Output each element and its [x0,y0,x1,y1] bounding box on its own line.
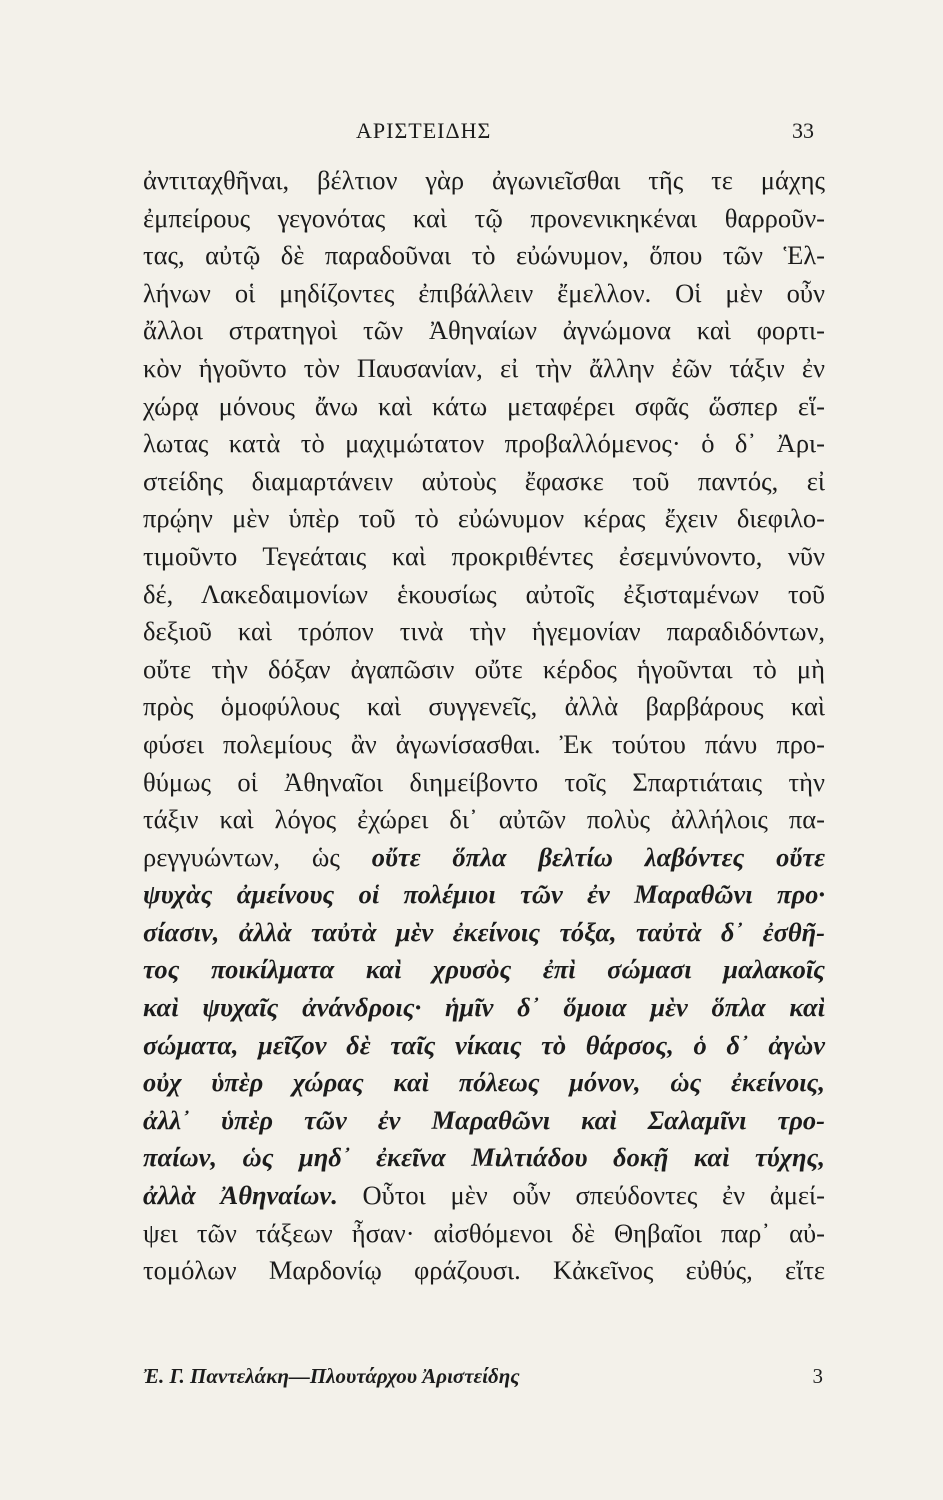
body-text [143,162,825,1290]
page-number: 33 [792,118,814,143]
running-head: ΑΡΙΣΤΕΙΔΗΣ [356,118,492,143]
page-footer [143,1364,825,1392]
text-segment: ρεγγυώντων, ὡς [143,841,372,872]
text-line: τιμοῦντο Τεγεάταις καὶ προκριθέντες ἐσεμνύνοντο, νῦν [143,540,825,571]
emphasis-line: ψυχὰς ἀμείνους οἱ πολέμιοι τῶν ἐν Μαραθῶνι προ· [143,879,825,910]
emphasis-segment: οὔτε ὅπλα βελτίω λαβόντες οὔτε [371,841,825,872]
emphasis-segment: ἀλλὰ Ἀθηναίων. [143,1180,338,1211]
text-line: πρῴην μὲν ὑπὲρ τοῦ τὸ εὐώνυμον κέρας ἔχειν διεφιλο- [143,503,825,534]
text-line: τάξιν καὶ λόγος ἐχώρει δι᾽ αὐτῶν πολὺς ἀλλήλοις πα- [143,804,825,835]
text-line: τομόλων Μαρδονίῳ φράζουσι. Κἀκεῖνος εὐθύς, εἴτε [143,1255,825,1286]
text-line: φύσει πολεμίους ἂν ἀγωνίσασθαι. Ἐκ τούτου πάνυ προ- [143,728,825,759]
text-line: δέ, Λακεδαιμονίων ἑκουσίως αὐτοῖς ἐξισταμένων τοῦ [143,578,825,609]
emphasis-line: οὐχ ὑπὲρ χώρας καὶ πόλεως μόνον, ὡς ἐκείνοις, [143,1067,825,1098]
text-line: θύμως οἱ Ἀθηναῖοι διημείβοντο τοῖς Σπαρτιάταις τὴν [143,766,825,797]
text-line: λωτας κατὰ τὸ μαχιμώτατον προβαλλόμενος· ὁ δ᾽ Ἀρι- [143,428,825,459]
text-line: χώρᾳ μόνους ἄνω καὶ κάτω μεταφέρει σφᾶς ὥσπερ εἵ- [143,390,825,421]
text-line: δεξιοῦ καὶ τρόπον τινὰ τὴν ἡγεμονίαν παραδιδόντων, [143,616,825,647]
emphasis-line: σίασιν, ἀλλὰ ταὐτὰ μὲν ἐκείνοις τόξα, ταὐτὰ δ᾽ ἐσθῆ- [143,916,825,947]
text-line: λήνων οἱ μηδίζοντες ἐπιβάλλειν ἔμελλον. Οἱ μὲν οὖν [143,277,825,308]
text-line-mixed [143,839,825,877]
text-line: κὸν ἡγοῦντο τὸν Παυσανίαν, εἰ τὴν ἄλλην ἐῶν τάξιν ἐν [143,352,825,383]
text-line: οὔτε τὴν δόξαν ἀγαπῶσιν οὔτε κέρδος ἡγοῦνται τὸ μὴ [143,653,825,684]
text-line: ἄλλοι στρατηγοὶ τῶν Ἀθηναίων ἀγνώμονα καὶ φορτι- [143,315,825,346]
text-line: στείδης διαμαρτάνειν αὐτοὺς ἔφασκε τοῦ παντός, εἰ [143,465,825,496]
text-line: πρὸς ὁμοφύλους καὶ συγγενεῖς, ἀλλὰ βαρβάρους καὶ [143,691,825,722]
emphasis-line: καὶ ψυχαῖς ἀνάνδροις· ἡμῖν δ᾽ ὅμοια μὲν ὅπλα καὶ [143,992,825,1023]
text-line: τας, αὐτῷ δὲ παραδοῦναι τὸ εὐώνυμον, ὅπου τῶν Ἑλ- [143,240,825,271]
emphasis-line: παίων, ὡς μηδ᾽ ἐκεῖνα Μιλτιάδου δοκῇ καὶ τύχης, [143,1142,825,1173]
text-line: ψει τῶν τάξεων ἦσαν· αἰσθόμενοι δὲ Θηβαῖοι παρ᾽ αὐ- [143,1217,825,1248]
signature-mark: 3 [812,1364,823,1388]
emphasis-line: τος ποικίλματα καὶ χρυσὸς ἐπὶ σώμασι μαλακοῖς [143,954,825,985]
text-line: ἀντιταχθῆναι, βέλτιον γὰρ ἀγωνιεῖσθαι τῆς τε μάχης [143,165,825,195]
emphasis-line: ἀλλ᾽ ὑπὲρ τῶν ἐν Μαραθῶνι καὶ Σαλαμῖνι τρο- [143,1104,825,1135]
footer-book-title: Ἐ. Γ. Παντελάκη—Πλουτάρχου Ἀριστείδης [143,1364,520,1388]
emphasis-line: σώματα, μεῖζον δὲ ταῖς νίκαις τὸ θάρσος, ὁ δ᾽ ἀγὼν [143,1029,825,1060]
text-line: ἐμπείρους γεγονότας καὶ τῷ προνενικηκέναι θαρροῦν- [143,202,825,233]
text-line-mixed [143,1177,825,1215]
text-segment: Οὗτοι μὲν οὖν σπεύδοντες ἐν ἀμεί- [337,1180,825,1211]
